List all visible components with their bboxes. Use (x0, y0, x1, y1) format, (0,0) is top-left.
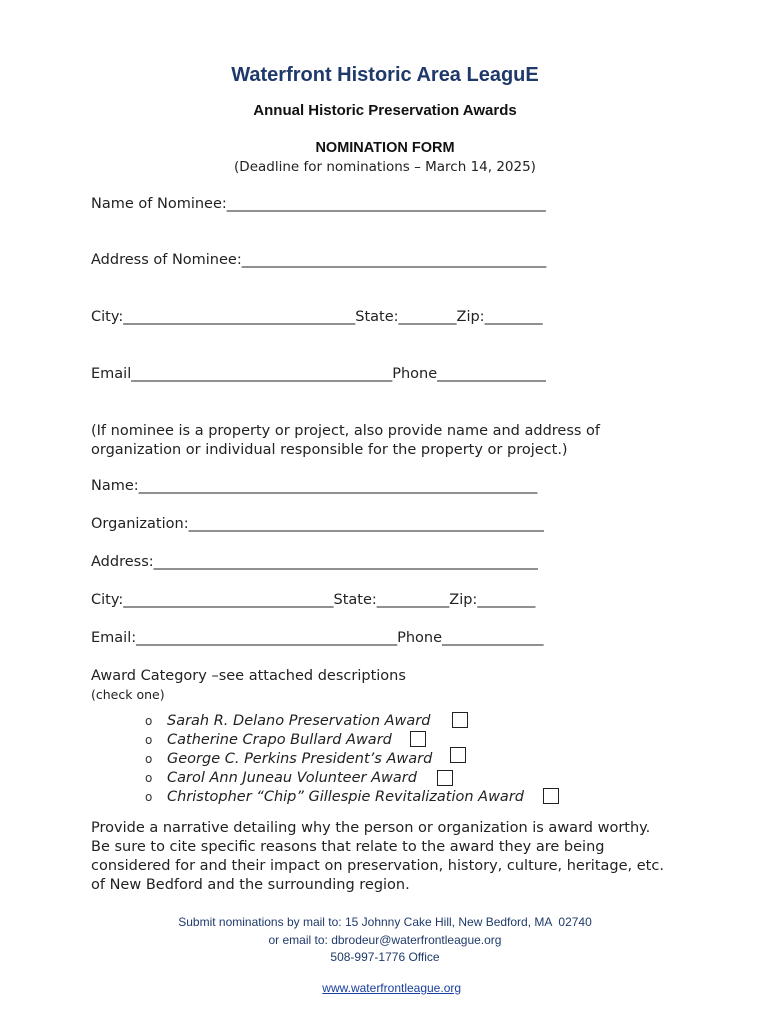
award-option[interactable] (145, 711, 430, 730)
bullet-icon: o (145, 713, 153, 728)
awards-subtitle: Annual Historic Preservation Awards (253, 102, 517, 119)
footer-website-row (0, 967, 770, 1009)
award-label: Sarah R. Delano Preservation Award (167, 712, 431, 729)
award-checkbox-perkins[interactable] (450, 747, 466, 763)
award-option[interactable] (145, 787, 524, 806)
footer-email: or email to: dbrodeur@waterfrontleague.org (268, 933, 502, 947)
responsible-address-field[interactable]: Address:_____________________________________________________ (91, 554, 538, 570)
nominee-email-phone-field[interactable]: Email____________________________________Phone_______________ (91, 366, 546, 382)
award-option[interactable] (145, 730, 392, 749)
award-label: Christopher “Chip” Gillespie Revitalization Award (167, 788, 524, 805)
check-one-instruction: (check one) (91, 687, 165, 702)
footer-phone: 508-997-1776 Office (330, 950, 440, 964)
responsible-name-field[interactable]: Name:_______________________________________________________ (91, 478, 538, 494)
responsible-email-phone-field[interactable]: Email:____________________________________Phone______________ (91, 630, 544, 646)
organization-field[interactable]: Organization:_________________________________________________ (91, 516, 544, 532)
deadline-note: (Deadline for nominations – March 14, 2025) (234, 159, 536, 175)
organization-title: Waterfront Historic Area LeaguE (231, 64, 539, 86)
bullet-icon: o (145, 751, 153, 766)
nominee-city-state-zip-field[interactable]: City:________________________________State:________Zip:________ (91, 309, 543, 325)
award-category-heading: Award Category –see attached descriptions (91, 668, 406, 684)
nominee-name-field[interactable]: Name of Nominee:____________________________________________ (91, 196, 546, 212)
award-label: George C. Perkins President’s Award (167, 750, 433, 767)
responsible-city-state-zip-field[interactable]: City:_____________________________State:__________Zip:________ (91, 592, 536, 608)
bullet-icon: o (145, 732, 153, 747)
award-checkbox-bullard[interactable] (410, 731, 426, 747)
website-link[interactable]: www.waterfrontleague.org (322, 981, 462, 995)
award-label: Carol Ann Juneau Volunteer Award (167, 769, 417, 786)
bullet-icon: o (145, 770, 153, 785)
bullet-icon: o (145, 789, 153, 804)
award-option[interactable] (145, 749, 432, 768)
narrative-instructions: Provide a narrative detailing why the person or organization is award worthy. Be sure to cite specific reasons that relate to the award they are being considered for and their impact on preservation, history, culture, heritage, etc. of New Bedford and the surrounding region. (91, 820, 664, 893)
form-title: NOMINATION FORM (315, 140, 455, 156)
footer-mail-address: Submit nominations by mail to: 15 Johnny Cake Hill, New Bedford, MA 02740 (178, 915, 592, 929)
award-label: Catherine Crapo Bullard Award (167, 731, 392, 748)
award-checkbox-gillespie[interactable] (543, 788, 559, 804)
award-option[interactable] (145, 768, 417, 787)
award-checkbox-delano[interactable] (452, 712, 468, 728)
award-checkbox-juneau[interactable] (437, 770, 453, 786)
nominee-address-field[interactable]: Address of Nominee:__________________________________________ (91, 252, 547, 268)
responsible-party-note: (If nominee is a property or project, also provide name and address of organization or individual responsible for the property or project.) (91, 423, 601, 458)
